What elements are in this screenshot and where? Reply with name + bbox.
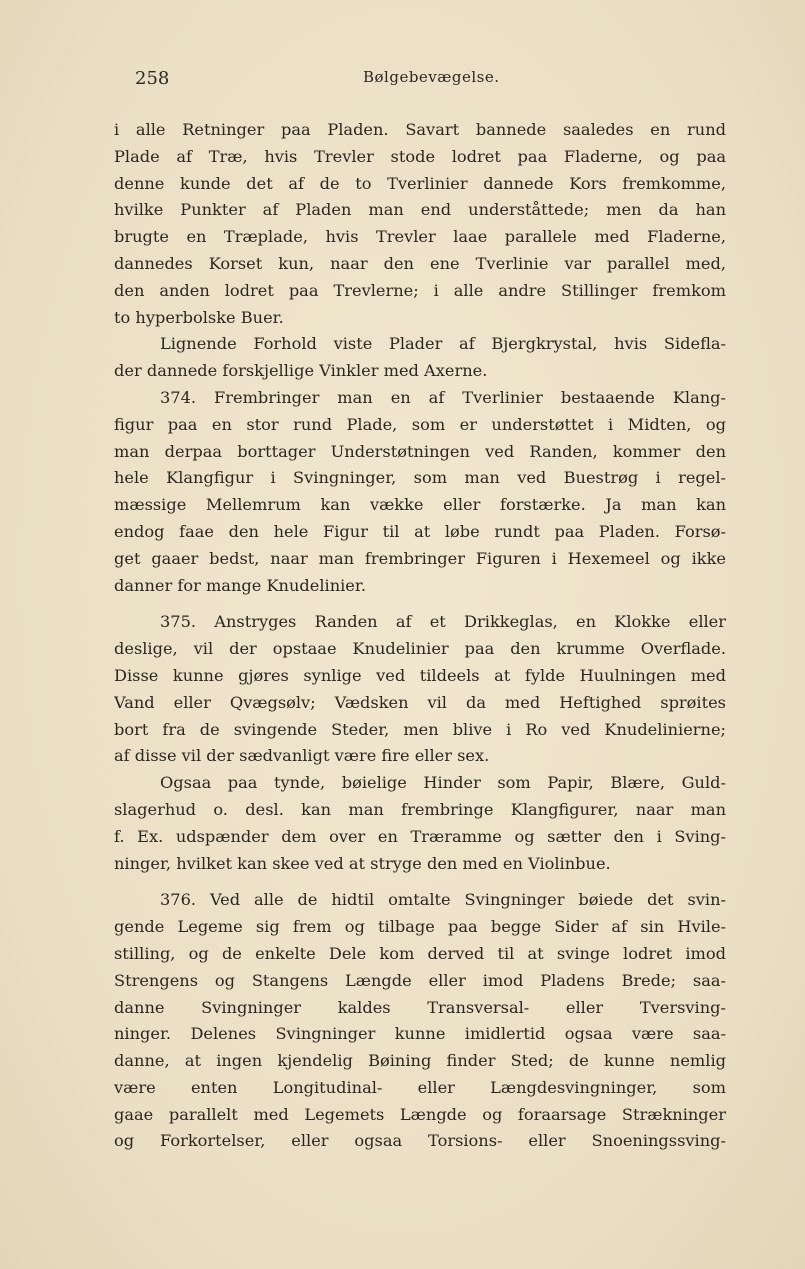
text-line: ninger. Delenes Svingninger kunne imidlertid ogsaa være saa-: [114, 1024, 726, 1044]
text-line: og Forkortelser, eller ogsaa Torsions- eller Snoeningssving-: [114, 1131, 726, 1151]
text-line: stilling, og de enkelte Dele kom derved til at svinge lodret imod: [114, 943, 726, 963]
text-line: Ogsaa paa tynde, bøielige Hinder som Papir, Blære, Guld-: [160, 773, 726, 793]
text-line: Lignende Forhold viste Plader af Bjergkrystal, hvis Sidefla-: [160, 334, 726, 354]
text-line: ninger, hvilket kan skee ved at stryge den med en Violinbue.: [114, 853, 611, 873]
text-line: hele Klangfigur i Svingninger, som man ved Buestrøg i regel-: [114, 468, 726, 488]
text-line: Plade af Træ, hvis Trevler stode lodret paa Fladerne, og paa: [114, 146, 726, 166]
text-line: denne kunde det af de to Tverlinier dannede Kors fremkomme,: [114, 173, 726, 193]
text-line: mæssige Mellemrum kan vække eller forstærke. Ja man kan: [114, 495, 726, 515]
text-line: get gaaer bedst, naar man frembringer Figuren i Hexemeel og ikke: [114, 548, 726, 568]
body-text: [114, 117, 726, 1155]
text-line: 375. Anstryges Randen af et Drikkeglas, en Klokke eller: [160, 612, 726, 632]
text-line: deslige, vil der opstaae Knudelinier paa den krumme Overflade.: [114, 639, 726, 659]
text-line: gende Legeme sig frem og tilbage paa begge Sider af sin Hvile-: [114, 917, 726, 937]
paragraph: [114, 385, 726, 599]
paragraph: [114, 609, 726, 877]
paragraph: [114, 117, 726, 331]
text-line: af disse vil der sædvanligt være fire eller sex.: [114, 746, 490, 766]
text-line: den anden lodret paa Trevlerne; i alle andre Stillinger fremkom: [114, 280, 726, 300]
page-number: 258: [135, 68, 170, 89]
text-line: 376. Ved alle de hidtil omtalte Svingninger bøiede det svin-: [160, 890, 726, 910]
text-line: dannedes Korset kun, naar den ene Tverlinie var parallel med,: [114, 253, 726, 273]
text-line: være enten Longitudinal- eller Længdesvingninger, som: [114, 1077, 726, 1097]
text-line: gaae parallelt med Legemets Længde og foraarsage Strækninger: [114, 1104, 726, 1124]
paragraph-gap: [114, 877, 726, 887]
text-line: brugte en Træplade, hvis Trevler laae parallele med Fladerne,: [114, 227, 726, 247]
text-line: danne Svingninger kaldes Transversal- eller Tversving-: [114, 997, 726, 1017]
text-line: f. Ex. udspænder dem over en Træramme og sætter den i Sving-: [114, 826, 726, 846]
text-line: Vand eller Qvægsølv; Vædsken vil da med Heftighed sprøites: [114, 692, 726, 712]
page-header: [135, 66, 695, 94]
running-title: Bølgebevægelse.: [363, 68, 500, 86]
paragraph: [114, 887, 726, 1155]
paragraph-gap: [114, 599, 726, 609]
text-line: slagerhud o. desl. kan man frembringe Klangfigurer, naar man: [114, 799, 726, 819]
text-line: figur paa en stor rund Plade, som er understøttet i Midten, og: [114, 414, 726, 434]
text-line: endog faae den hele Figur til at løbe rundt paa Pladen. Forsø-: [114, 521, 726, 541]
text-line: Strengens og Stangens Længde eller imod Pladens Brede; saa-: [114, 970, 726, 990]
text-line: man derpaa borttager Understøtningen ved Randen, kommer den: [114, 441, 726, 461]
text-line: bort fra de svingende Steder, men blive i Ro ved Knudelinierne;: [114, 719, 726, 739]
text-line: danne, at ingen kjendelig Bøining finder Sted; de kunne nemlig: [114, 1051, 726, 1071]
text-line: Disse kunne gjøres synlige ved tildeels at fylde Huulningen med: [114, 665, 726, 685]
text-line: 374. Frembringer man en af Tverlinier bestaaende Klang-: [160, 387, 726, 407]
text-line: i alle Retninger paa Pladen. Savart bannede saaledes en rund: [114, 120, 726, 139]
paragraph: [114, 331, 726, 385]
text-line: der dannede forskjellige Vinkler med Axerne.: [114, 361, 488, 381]
text-line: to hyperbolske Buer.: [114, 307, 284, 327]
text-line: danner for mange Knudelinier.: [114, 575, 366, 595]
text-line: hvilke Punkter af Pladen man end underståttede; men da han: [114, 200, 726, 220]
